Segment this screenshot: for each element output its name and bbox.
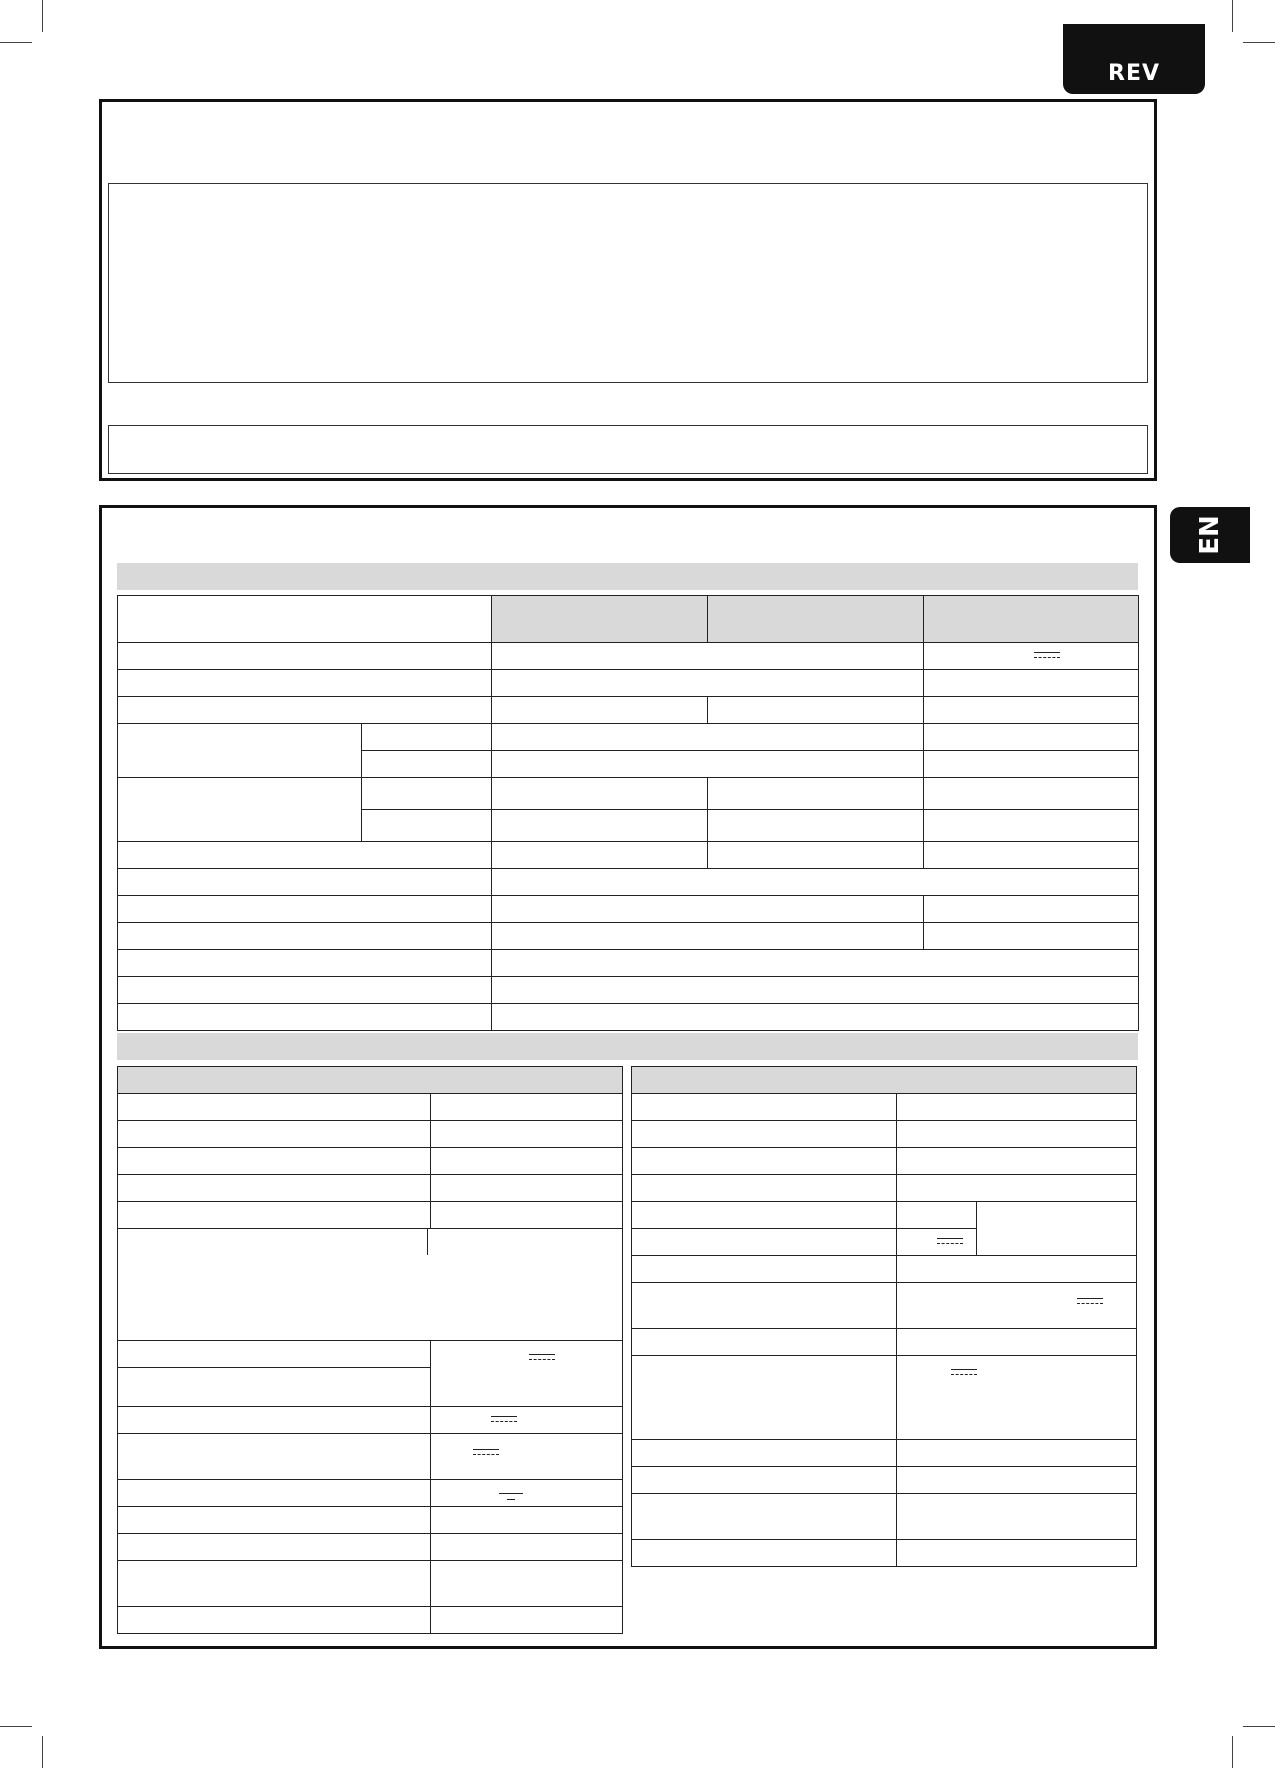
right-cell	[632, 1148, 897, 1175]
crop-mark	[0, 42, 32, 43]
spec-cell	[924, 778, 1139, 810]
left-cell	[431, 1407, 623, 1434]
spec-cell	[492, 950, 1139, 977]
spec-cell	[492, 923, 924, 950]
spec-cell	[924, 724, 1139, 751]
left-cell	[118, 1094, 431, 1121]
spec-header-col	[708, 596, 924, 643]
right-table-header	[632, 1067, 1137, 1094]
left-cell	[431, 1341, 623, 1407]
left-cell	[118, 1121, 431, 1148]
spec-cell	[492, 977, 1139, 1004]
spec-cell	[492, 869, 1139, 896]
spec-cell	[118, 724, 362, 778]
left-cell	[118, 1434, 431, 1480]
left-cell	[431, 1434, 623, 1480]
spec-header-col	[924, 596, 1139, 643]
spec-cell	[118, 778, 362, 842]
spec-cell	[118, 842, 492, 869]
spec-cell	[924, 842, 1139, 869]
right-spec-table	[631, 1066, 1137, 1567]
right-cell	[632, 1540, 897, 1567]
spec-cell	[924, 896, 1139, 923]
spec-cell	[492, 896, 924, 923]
right-cell	[632, 1202, 897, 1229]
left-cell	[118, 1561, 431, 1607]
right-cell	[897, 1202, 977, 1229]
dc-current-icon	[473, 1449, 499, 1458]
right-cell	[897, 1329, 1137, 1356]
spec-cell	[118, 670, 492, 697]
spec-cell	[708, 697, 924, 724]
right-cell	[897, 1256, 1137, 1283]
right-cell	[632, 1283, 897, 1329]
partial-divider	[427, 1229, 428, 1255]
right-cell	[897, 1094, 1137, 1121]
spec-cell	[492, 810, 708, 842]
right-cell	[897, 1356, 1137, 1440]
left-cell-wide	[118, 1229, 623, 1341]
rev-label: REV	[1108, 61, 1160, 86]
spec-cell	[492, 670, 924, 697]
spec-cell	[118, 950, 492, 977]
spec-header-col	[492, 596, 708, 643]
upper-text-frame	[108, 183, 1148, 383]
spec-cell	[118, 923, 492, 950]
spec-cell	[924, 670, 1139, 697]
left-spec-table	[117, 1066, 623, 1634]
section-band-1	[117, 563, 1138, 590]
left-cell	[118, 1341, 431, 1368]
dc-current-icon	[1034, 652, 1060, 661]
upper-note-frame	[108, 425, 1148, 474]
section-band-2	[117, 1033, 1138, 1060]
spec-cell	[362, 724, 492, 751]
left-cell	[431, 1202, 623, 1229]
dc-current-icon	[491, 1416, 517, 1425]
crop-mark	[42, 0, 43, 32]
spec-cell	[362, 810, 492, 842]
right-cell	[897, 1540, 1137, 1567]
left-cell	[431, 1121, 623, 1148]
spec-cell	[492, 751, 924, 778]
spec-cell	[362, 751, 492, 778]
left-cell	[431, 1507, 623, 1534]
spec-cell	[708, 778, 924, 810]
spec-cell	[924, 810, 1139, 842]
left-table-header	[118, 1067, 623, 1094]
crop-mark	[1232, 1736, 1233, 1768]
spec-cell	[924, 697, 1139, 724]
right-cell	[632, 1256, 897, 1283]
spec-cell	[708, 810, 924, 842]
spec-header-label	[118, 596, 492, 643]
right-cell	[632, 1356, 897, 1440]
spec-cell	[118, 697, 492, 724]
left-cell	[118, 1148, 431, 1175]
spec-cell	[118, 643, 492, 670]
spec-cell	[492, 842, 708, 869]
dc-current-icon	[951, 1369, 977, 1378]
left-cell	[118, 1407, 431, 1434]
left-cell	[431, 1534, 623, 1561]
spec-cell	[492, 1004, 1139, 1031]
left-cell	[118, 1534, 431, 1561]
rev-tab	[1063, 24, 1205, 94]
spec-cell	[492, 724, 924, 751]
spec-cell	[924, 751, 1139, 778]
dc-current-icon	[1077, 1298, 1103, 1307]
right-cell	[897, 1283, 1137, 1329]
dc-current-icon	[937, 1238, 963, 1247]
right-cell	[897, 1121, 1137, 1148]
left-cell	[118, 1368, 431, 1407]
spec-cell	[118, 977, 492, 1004]
spec-table	[117, 595, 1139, 1031]
crop-mark	[1243, 1726, 1275, 1727]
left-cell	[431, 1094, 623, 1121]
spec-cell	[924, 923, 1139, 950]
left-cell	[431, 1148, 623, 1175]
spec-cell	[118, 896, 492, 923]
left-cell	[431, 1607, 623, 1634]
crop-mark	[0, 1726, 32, 1727]
right-cell	[632, 1175, 897, 1202]
right-cell	[632, 1329, 897, 1356]
spec-cell	[924, 643, 1139, 670]
language-label: EN	[1195, 515, 1225, 555]
right-cell	[632, 1094, 897, 1121]
right-cell	[897, 1148, 1137, 1175]
right-cell	[897, 1440, 1137, 1467]
right-cell	[632, 1440, 897, 1467]
spec-cell	[492, 643, 924, 670]
crop-mark	[1243, 42, 1275, 43]
left-cell	[431, 1480, 623, 1507]
language-tab	[1170, 507, 1250, 563]
left-cell	[431, 1175, 623, 1202]
right-cell	[632, 1229, 897, 1256]
spec-cell	[492, 778, 708, 810]
spec-cell	[118, 1004, 492, 1031]
right-cell	[977, 1202, 1137, 1256]
left-cell	[118, 1480, 431, 1507]
spec-cell	[492, 697, 708, 724]
left-cell	[118, 1507, 431, 1534]
crop-mark	[42, 1736, 43, 1768]
right-cell	[897, 1494, 1137, 1540]
spec-cell	[362, 778, 492, 810]
left-cell	[118, 1202, 431, 1229]
left-cell	[118, 1607, 431, 1634]
right-cell	[897, 1467, 1137, 1494]
left-cell	[431, 1561, 623, 1607]
right-cell	[632, 1467, 897, 1494]
spec-cell	[708, 842, 924, 869]
right-cell	[897, 1229, 977, 1256]
dc-current-icon	[529, 1354, 555, 1363]
right-cell	[632, 1494, 897, 1540]
left-cell	[118, 1175, 431, 1202]
right-cell	[897, 1175, 1137, 1202]
ground-icon	[499, 1493, 523, 1502]
crop-mark	[1232, 0, 1233, 32]
spec-cell	[118, 869, 492, 896]
right-cell	[632, 1121, 897, 1148]
